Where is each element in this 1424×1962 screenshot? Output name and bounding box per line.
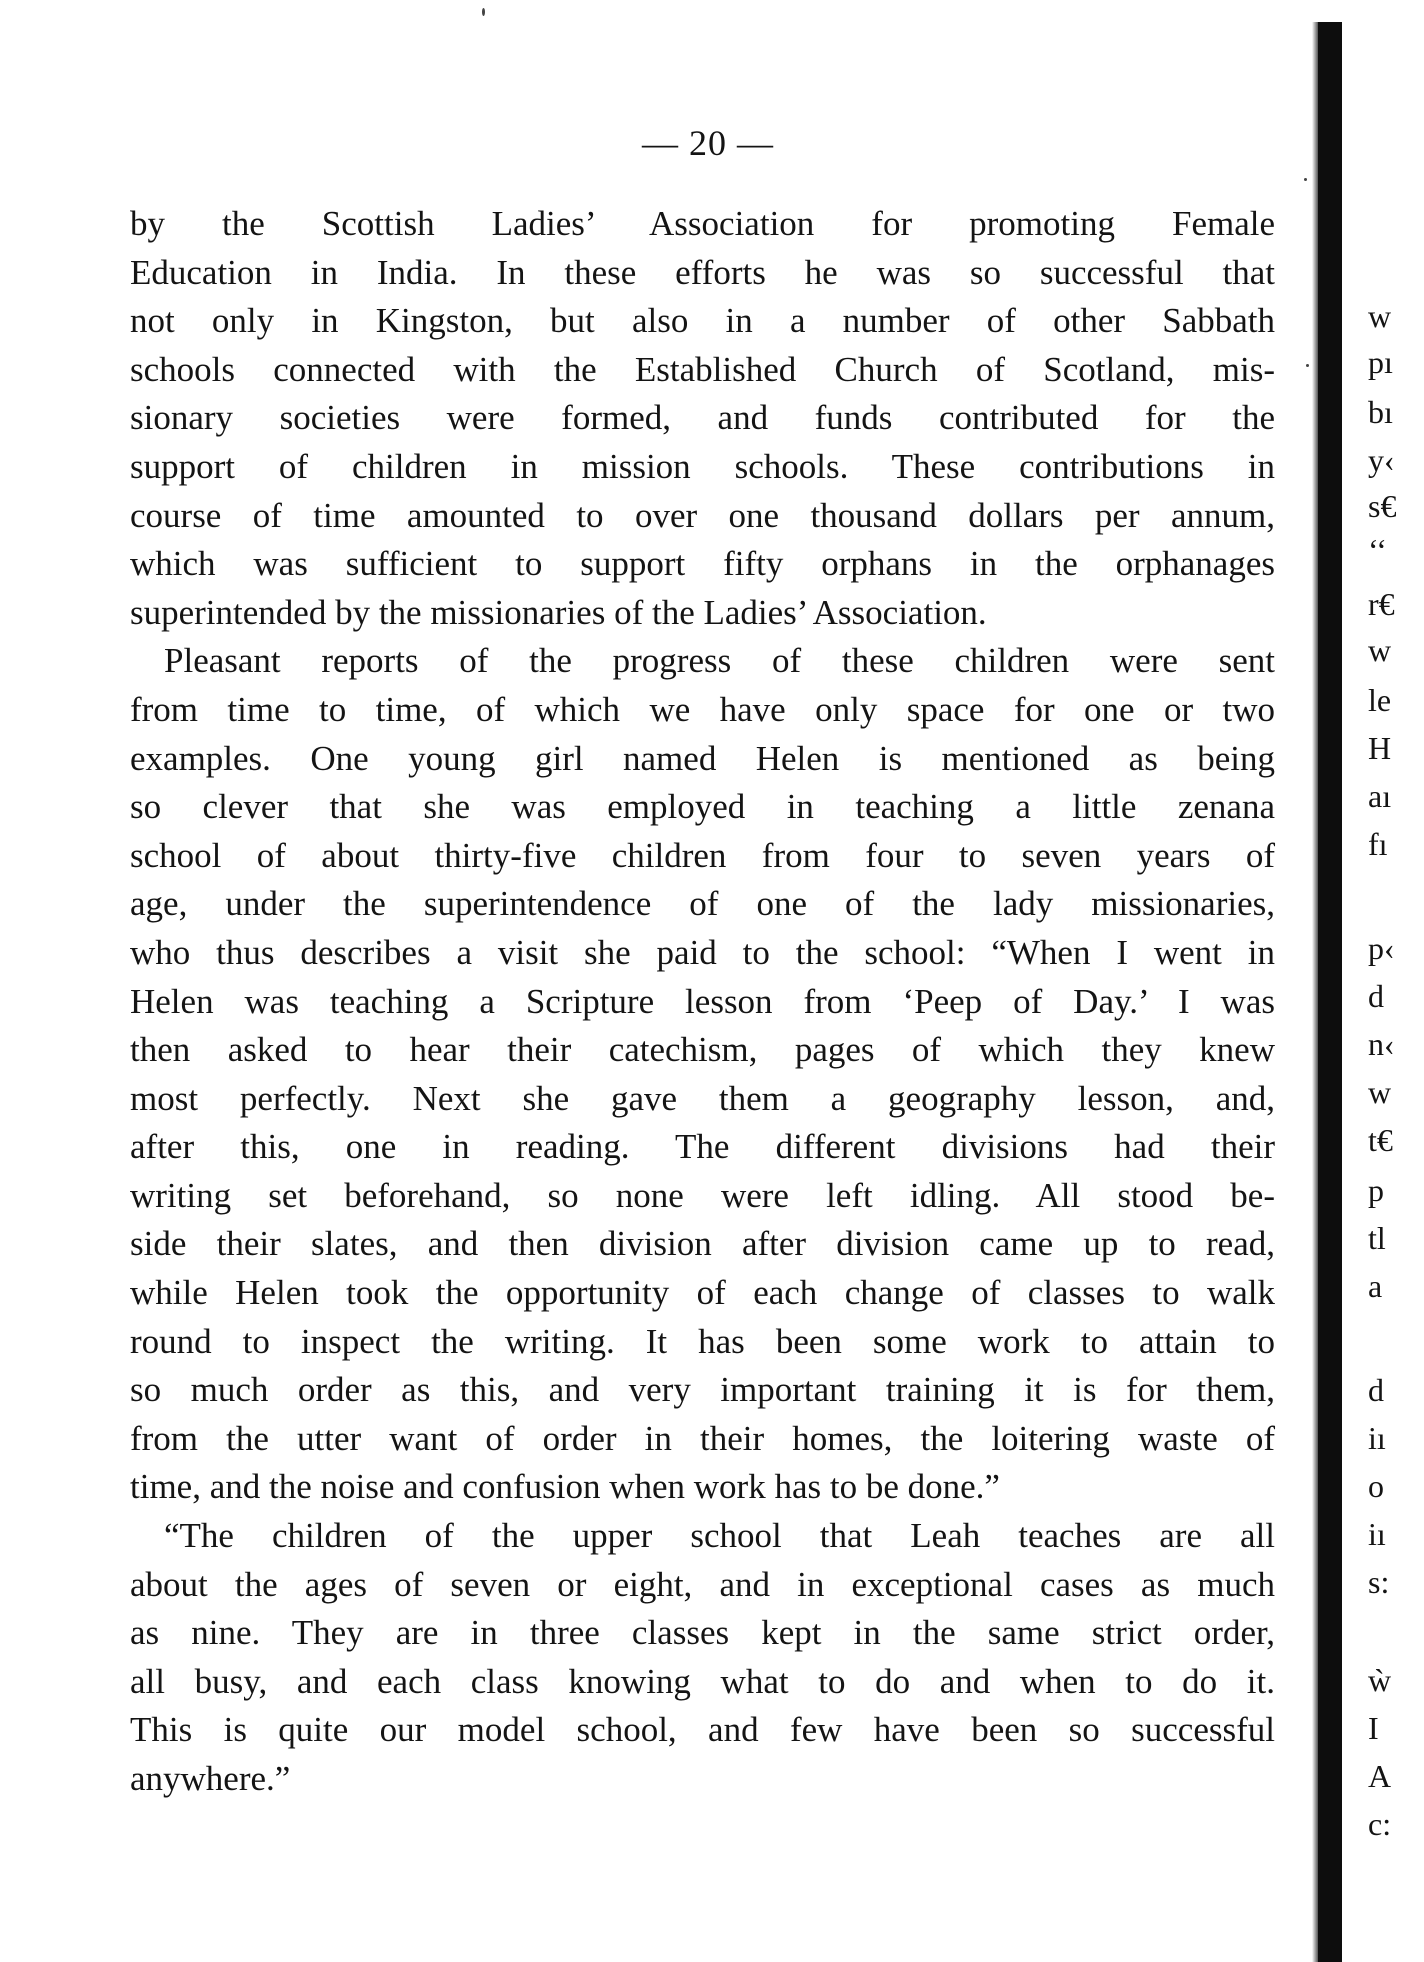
next-page-fragment: bı: [1368, 394, 1393, 430]
next-page-fragment: n‹: [1368, 1026, 1395, 1062]
print-speck: [1304, 178, 1307, 181]
text-line: schools connected with the Established Church of Scotland, mis-: [130, 349, 1275, 389]
next-page-fragment: w: [1368, 632, 1392, 668]
next-page-fragment: a: [1368, 1268, 1383, 1304]
text-line: so much order as this, and very important training it is for them,: [130, 1370, 1275, 1410]
print-speck: [1306, 364, 1309, 367]
next-page-fragment: d: [1368, 1372, 1384, 1408]
text-line: Helen was teaching a Scripture lesson from ‘Peep of Day.’ I was: [130, 981, 1275, 1021]
next-page-fragment: H: [1368, 730, 1392, 766]
text-line: time, and the noise and confusion when work has to be done.”: [130, 1467, 1000, 1507]
text-line: school of about thirty-five children from four to seven years of: [130, 835, 1275, 875]
next-page-fragment: tl: [1368, 1220, 1386, 1256]
next-page-fragment: w: [1368, 1074, 1392, 1110]
next-page-fragment: aı: [1368, 778, 1392, 814]
text-line: after this, one in reading. The different divisions had their: [130, 1127, 1275, 1167]
text-line: examples. One young girl named Helen is mentioned as being: [130, 738, 1275, 778]
next-page-fragment: s:: [1368, 1564, 1390, 1600]
next-page-fragment: p: [1368, 1172, 1384, 1208]
text-line: Education in India. In these efforts he was so successful that: [130, 252, 1275, 292]
text-line: side their slates, and then division after division came up to read,: [130, 1224, 1275, 1264]
text-line: This is quite our model school, and few have been so successful: [130, 1710, 1275, 1750]
paragraph-3: [130, 1512, 1275, 1804]
text-line: round to inspect the writing. It has been some work to attain to: [130, 1321, 1275, 1361]
body-text: [130, 200, 1275, 1804]
text-line: sionary societies were formed, and funds contributed for the: [130, 398, 1275, 438]
binding-gutter: [1318, 22, 1342, 1962]
next-page-fragment: s€: [1368, 488, 1397, 524]
text-line: not only in Kingston, but also in a number of other Sabbath: [130, 301, 1275, 341]
text-line: from the utter want of order in their homes, the loitering waste of: [130, 1418, 1275, 1458]
paragraph-2: [130, 637, 1275, 1512]
text-line: Pleasant reports of the progress of these children were sent: [164, 641, 1275, 681]
text-line: by the Scottish Ladies’ Association for promoting Female: [130, 204, 1275, 243]
text-line: which was sufficient to support fifty orphans in the orphanages: [130, 544, 1275, 584]
next-page-fragment: fı: [1368, 826, 1388, 862]
next-page-fragment: t€: [1368, 1122, 1393, 1158]
next-page-fragment: ẁ: [1368, 1662, 1392, 1698]
next-page-fragment: iı: [1368, 1516, 1386, 1552]
next-page-fragment: r€: [1368, 586, 1395, 622]
next-page-fragment: pı: [1368, 344, 1393, 380]
text-line: superintended by the missionaries of the Ladies’ Association.: [130, 592, 987, 632]
text-line: anywhere.”: [130, 1759, 291, 1798]
next-page-fragment: c:: [1368, 1806, 1392, 1842]
text-line: who thus describes a visit she paid to the school: “When I went in: [130, 932, 1275, 972]
next-page-edge: [1368, 0, 1424, 1962]
next-page-fragment: o: [1368, 1468, 1384, 1504]
text-line: from time to time, of which we have only space for one or two: [130, 689, 1275, 729]
next-page-fragment: iı: [1368, 1420, 1386, 1456]
text-line: all busy, and each class knowing what to do and when to do it.: [130, 1661, 1275, 1701]
next-page-fragment: w: [1368, 298, 1392, 334]
next-page-fragment: le: [1368, 682, 1392, 718]
next-page-fragment: ‘‘: [1368, 532, 1387, 568]
next-page-fragment: I: [1368, 1710, 1379, 1746]
text-line: about the ages of seven or eight, and in exceptional cases as much: [130, 1564, 1275, 1604]
text-line: then asked to hear their catechism, pages of which they knew: [130, 1030, 1275, 1070]
paragraph-1: [130, 200, 1275, 637]
next-page-fragment: p‹: [1368, 930, 1395, 966]
text-line: “The children of the upper school that Leah teaches are all: [164, 1516, 1275, 1556]
next-page-fragment: A: [1368, 1758, 1392, 1794]
text-line: so clever that she was employed in teaching a little zenana: [130, 787, 1275, 827]
text-line: as nine. They are in three classes kept in the same strict order,: [130, 1613, 1275, 1653]
text-line: course of time amounted to over one thousand dollars per annum,: [130, 495, 1275, 535]
text-line: support of children in mission schools. These contributions in: [130, 446, 1275, 486]
next-page-fragment: d: [1368, 978, 1384, 1014]
print-speck: [482, 8, 485, 16]
text-line: while Helen took the opportunity of each change of classes to walk: [130, 1273, 1275, 1313]
text-line: writing set beforehand, so none were left idling. All stood be-: [130, 1175, 1275, 1215]
page-number: — 20 —: [642, 123, 774, 163]
next-page-fragment: y‹: [1368, 442, 1395, 478]
text-line: age, under the superintendence of one of the lady missionaries,: [130, 884, 1275, 924]
text-line: most perfectly. Next she gave them a geography lesson, and,: [130, 1078, 1275, 1118]
